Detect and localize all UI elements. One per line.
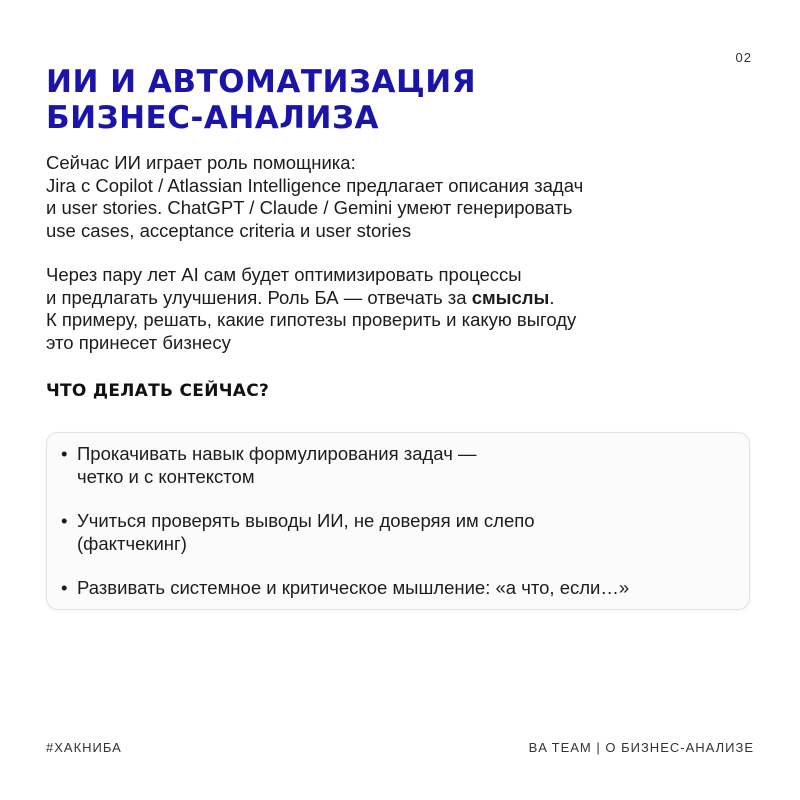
list-item bbox=[61, 577, 629, 600]
list-item-line: четко и с контекстом bbox=[77, 465, 255, 487]
intro-line-3: и user stories. ChatGPT / Claude / Gemini умеют генерировать bbox=[46, 197, 573, 218]
future-line-2-end: . bbox=[549, 286, 555, 308]
intro-line-4: use cases, acceptance criteria и user stories bbox=[46, 219, 412, 241]
list-item-line: Развивать системное и критическое мышление: «а что, если…» bbox=[77, 577, 630, 598]
intro-paragraph bbox=[46, 152, 583, 242]
bullet-icon: • bbox=[61, 577, 68, 598]
intro-line-2: Jira с Copilot / Atlassian Intelligence предлагает описания задач bbox=[46, 174, 584, 196]
list-item bbox=[61, 510, 535, 555]
action-items-card bbox=[46, 432, 750, 610]
bullet-icon: • bbox=[61, 510, 68, 531]
future-line-4: это принесет бизнесу bbox=[46, 331, 231, 353]
page-number: 02 bbox=[735, 50, 752, 65]
emphasis-meanings: смыслы bbox=[471, 286, 550, 308]
future-paragraph bbox=[46, 264, 576, 354]
page-title bbox=[46, 64, 476, 136]
footer-hashtag: #ХАКНИБА bbox=[46, 740, 122, 755]
list-item-line: Учиться проверять выводы ИИ, не доверяя им слепо bbox=[77, 510, 535, 531]
future-line-1: Через пару лет AI сам будет оптимизировать процессы bbox=[46, 264, 522, 285]
footer-brand: BA TEAM | О БИЗНЕС-АНАЛИЗЕ bbox=[528, 740, 754, 755]
title-line-2: БИЗНЕС-АНАЛИЗА bbox=[46, 100, 379, 136]
list-item bbox=[61, 443, 476, 488]
future-line-2-text: и предлагать улучшения. Роль БА — отвечать за bbox=[46, 286, 472, 308]
list-item-line: (фактчекинг) bbox=[77, 532, 187, 554]
bullet-icon: • bbox=[61, 443, 68, 464]
list-item-line: Прокачивать навык формулирования задач — bbox=[77, 443, 477, 464]
future-line-3: К примеру, решать, какие гипотезы проверить и какую выгоду bbox=[46, 309, 577, 330]
intro-line-1: Сейчас ИИ играет роль помощника: bbox=[46, 152, 356, 173]
future-line-2 bbox=[46, 287, 576, 310]
section-heading: ЧТО ДЕЛАТЬ СЕЙЧАС? bbox=[46, 381, 270, 401]
title-line-1: ИИ И АВТОМАТИЗАЦИЯ bbox=[46, 64, 477, 100]
